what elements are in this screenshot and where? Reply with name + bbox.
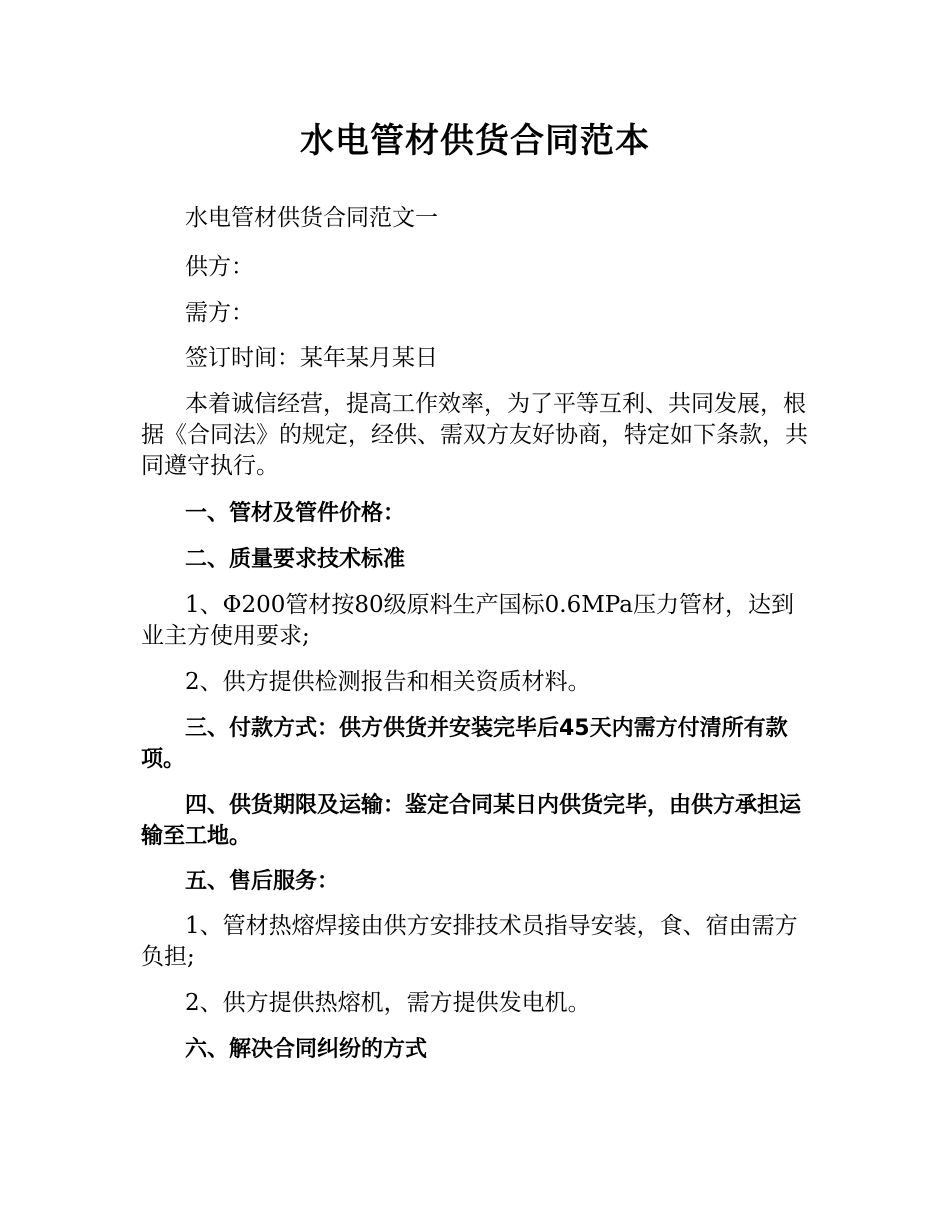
section-heading-payment: 三、付款方式：供方供货并安装完毕后45天内需方付清所有款项。 <box>141 716 788 772</box>
section-heading-service: 五、售后服务： <box>185 869 340 894</box>
service-item-1: 1、管材热熔焊接由供方安排技术员指导安装，食、宿由需方负担; <box>141 913 798 970</box>
section-heading-dispute: 六、解决合同纠纷的方式 <box>185 1037 428 1062</box>
sign-date-line: 签订时间：某年某月某日 <box>185 345 438 371</box>
quality-item-1: 1、Φ200管材按80级原料生产国标0.6MPa压力管材，达到业主方使用要求; <box>141 592 794 649</box>
section-heading-price: 一、管材及管件价格： <box>185 501 406 526</box>
supplier-line: 供方： <box>185 254 254 280</box>
document-subtitle: 水电管材供货合同范文一 <box>185 205 438 231</box>
intro-paragraph: 本着诚信经营，提高工作效率，为了平等互利、共同发展，根据《合同法》的规定，经供、需双方友好协商，特定如下条款，共同遵守执行。 <box>141 391 808 479</box>
service-item-2: 2、供方提供热熔机，需方提供发电机。 <box>185 990 591 1016</box>
buyer-line: 需方： <box>185 300 254 326</box>
section-heading-quality: 二、质量要求技术标准 <box>185 547 406 572</box>
section-heading-delivery: 四、供货期限及运输：鉴定合同某日内供货完毕，由供方承担运输至工地。 <box>141 793 802 849</box>
document-title: 水电管材供货合同范本 <box>300 121 650 161</box>
quality-item-2: 2、供方提供检测报告和相关资质材料。 <box>185 669 591 695</box>
